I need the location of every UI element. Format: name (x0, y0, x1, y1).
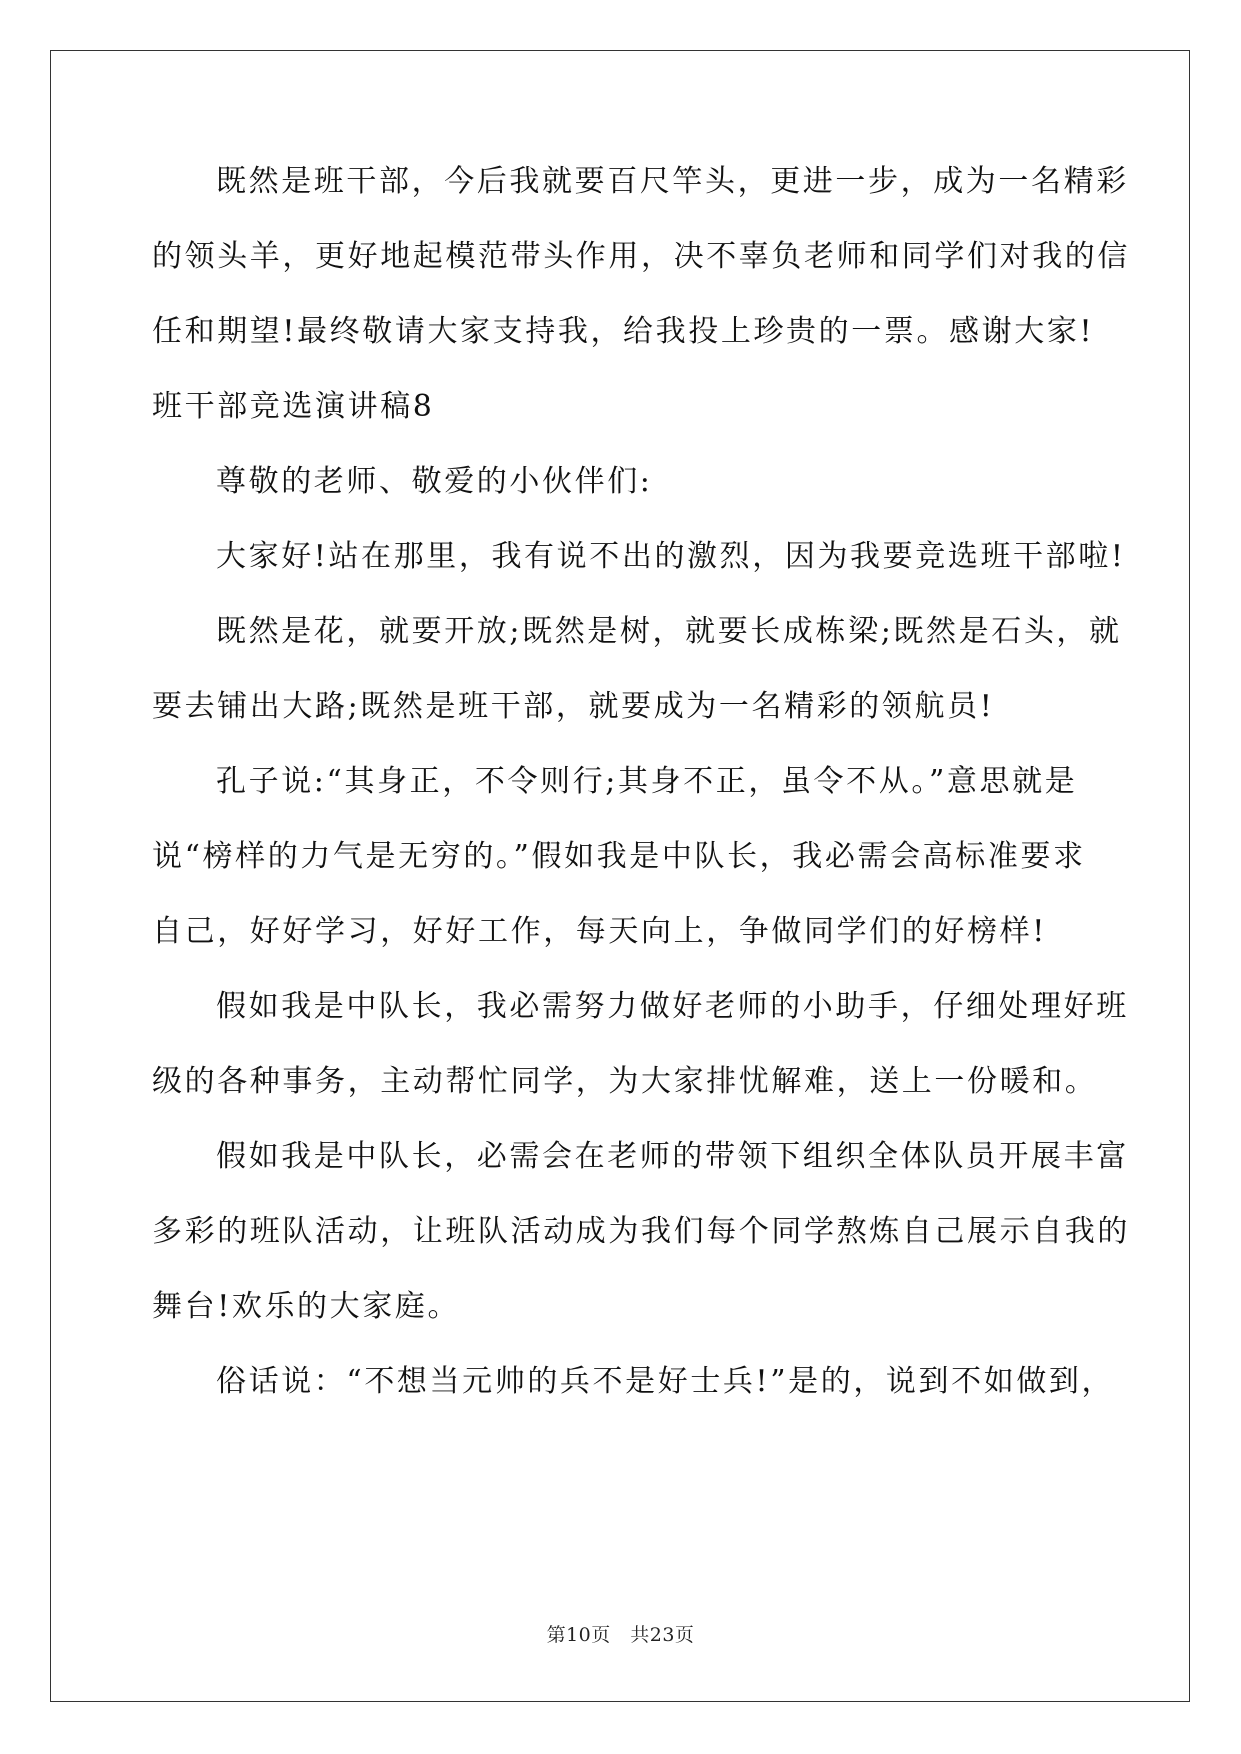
paragraph-line: 的领头羊，更好地起模范带头作用，决不辜负老师和同学们对我的信 (152, 239, 1130, 274)
paragraph-line: 既然是班干部，今后我就要百尺竿头，更进一步，成为一名精彩 (216, 164, 1129, 199)
salutation-line: 尊敬的老师、敬爱的小伙伴们: (216, 464, 653, 499)
section-heading: 班干部竞选演讲稿8 (152, 389, 435, 424)
paragraph-line: 要去铺出大路;既然是班干部，就要成为一名精彩的领航员! (152, 689, 995, 724)
page-number-footer: 第10页 共23页 (546, 1624, 695, 1646)
paragraph-line: 假如我是中队长，必需会在老师的带领下组织全体队员开展丰富 (216, 1139, 1129, 1174)
paragraph-line: 多彩的班队活动，让班队活动成为我们每个同学熬炼自己展示自我的 (152, 1214, 1130, 1249)
document-body (152, 158, 1130, 1433)
paragraph-line: 孔子说:“其身正，不令则行;其身不正，虽令不从。”意思就是 (216, 764, 1078, 799)
paragraph-line: 自己，好好学习，好好工作，每天向上，争做同学们的好榜样! (152, 914, 1047, 949)
paragraph-line: 级的各种事务，主动帮忙同学，为大家排忧解难，送上一份暖和。 (152, 1064, 1098, 1099)
paragraph-line: 说“榜样的力气是无穷的。”假如我是中队长，我必需会高标准要求 (152, 839, 1086, 874)
paragraph-line: 大家好!站在那里，我有说不出的激烈，因为我要竞选班干部啦! (216, 539, 1126, 574)
paragraph-line: 舞台!欢乐的大家庭。 (152, 1289, 461, 1324)
paragraph-line: 既然是花，就要开放;既然是树，就要长成栋梁;既然是石头，就 (216, 614, 1122, 649)
paragraph-line: 俗话说：“不想当元帅的兵不是好士兵!”是的，说到不如做到， (216, 1364, 1115, 1399)
paragraph-line: 假如我是中队长，我必需努力做好老师的小助手，仔细处理好班 (216, 989, 1129, 1024)
paragraph-line: 任和期望!最终敬请大家支持我，给我投上珍贵的一票。感谢大家! (152, 314, 1095, 349)
